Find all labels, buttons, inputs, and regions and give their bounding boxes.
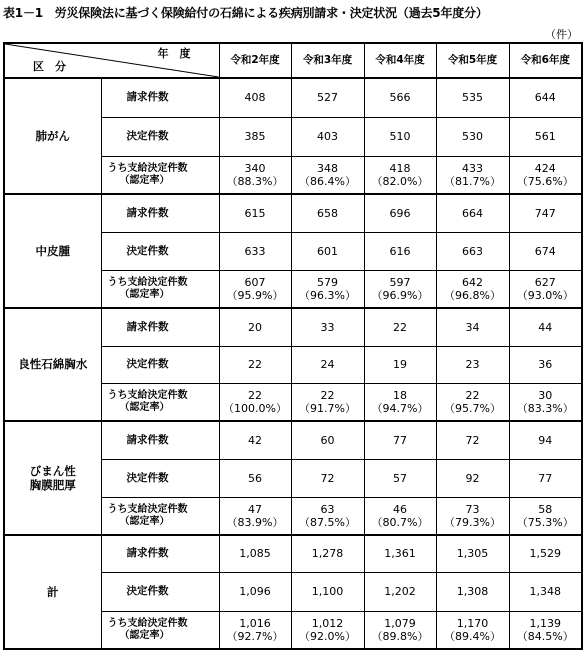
cell-value: 579 [317,275,338,289]
year-header: 令和2年度 [219,43,291,78]
row-label-decisions: 決定件数 [101,347,219,384]
category-label: 計 [4,535,101,649]
cell-claims: 77 [364,421,436,460]
cell-value: 18 [393,388,407,402]
cell-paid [219,612,291,650]
cell-claims: 615 [219,194,291,233]
row-label-line: （認定率） [119,516,170,527]
cell-claims: 60 [291,421,364,460]
cell-decisions: 36 [509,347,582,384]
cell-claims: 44 [509,308,582,347]
cell-rate: （88.3%） [226,175,284,188]
cell-paid [364,271,436,309]
asbestos-claims-table [3,42,583,650]
cell-value: 1,079 [384,616,416,630]
cell-claims: 535 [436,78,509,118]
cell-claims: 1,278 [291,535,364,573]
cell-rate: （95.9%） [226,289,284,302]
cell-paid [364,157,436,195]
cell-rate: （91.7%） [299,402,356,415]
cell-paid [291,271,364,309]
cell-rate: （95.7%） [444,402,501,415]
cell-claims: 527 [291,78,364,118]
cell-decisions: 19 [364,347,436,384]
row-label-line: うち支給決定件数 [107,163,188,174]
cell-value: 597 [389,275,411,289]
cell-claims: 408 [219,78,291,118]
category-label: 中皮腫 [4,194,101,308]
cell-claims: 1,305 [436,535,509,573]
cell-value: 63 [320,502,335,516]
cell-decisions: 1,096 [219,573,291,612]
cell-value: 424 [534,161,556,175]
row-label-line: うち支給決定件数 [107,277,188,288]
cell-paid [436,384,509,422]
cell-value: 607 [244,275,266,289]
cell-decisions: 674 [509,233,582,271]
row-label-claims: 請求件数 [101,78,219,118]
row-label-line: （認定率） [119,402,170,413]
cell-paid [364,498,436,536]
cell-paid [509,157,582,195]
cell-rate: （92.0%） [299,630,356,643]
table-row [4,78,582,118]
cell-rate: （92.7%） [226,630,284,643]
cell-paid [291,612,364,650]
cell-decisions: 24 [291,347,364,384]
cell-decisions: 92 [436,460,509,498]
cell-rate: （86.4%） [299,175,356,188]
cell-paid [436,271,509,309]
cell-paid [219,384,291,422]
unit-label: （件） [545,28,578,41]
cell-claims: 72 [436,421,509,460]
cell-claims: 33 [291,308,364,347]
header-nendo: 年 度 [157,47,191,60]
row-label-decisions: 決定件数 [101,460,219,498]
cell-decisions: 1,202 [364,573,436,612]
row-label-claims: 請求件数 [101,194,219,233]
cell-decisions: 403 [291,118,364,157]
row-label-line: （認定率） [119,630,170,641]
cell-value: 348 [317,161,338,175]
cell-rate: （96.3%） [299,289,356,302]
row-label-paid [101,498,219,536]
cell-value: 433 [462,161,483,175]
header-row [4,43,582,78]
cell-rate: （75.6%） [516,175,574,188]
cell-claims: 747 [509,194,582,233]
cell-claims: 1,361 [364,535,436,573]
header-kubun: 区 分 [33,60,66,74]
cell-paid [219,157,291,195]
cell-value: 73 [465,502,480,516]
row-label-decisions: 決定件数 [101,118,219,157]
cell-rate: （89.8%） [371,630,429,643]
cell-value: 30 [538,388,553,402]
row-label-claims: 請求件数 [101,535,219,573]
cell-decisions: 1,348 [509,573,582,612]
cell-paid [436,612,509,650]
cell-claims: 20 [219,308,291,347]
category-label: 肺がん [4,78,101,194]
cell-decisions: 530 [436,118,509,157]
cell-paid [291,384,364,422]
category-label-line: びまん性 [29,463,76,478]
cell-rate: （83.3%） [516,402,574,415]
cell-claims: 664 [436,194,509,233]
row-label-line: うち支給決定件数 [107,504,188,515]
cell-rate: （96.9%） [371,289,429,302]
header-corner [4,43,219,78]
cell-paid [509,384,582,422]
cell-value: 1,170 [456,616,489,630]
cell-decisions: 72 [291,460,364,498]
cell-paid [436,498,509,536]
cell-decisions: 1,308 [436,573,509,612]
cell-decisions: 57 [364,460,436,498]
row-label-line: うち支給決定件数 [107,390,188,401]
cell-value: 1,012 [311,616,344,630]
cell-decisions: 23 [436,347,509,384]
row-label-line: （認定率） [119,175,170,186]
row-label-paid [101,612,219,650]
row-label-decisions: 決定件数 [101,573,219,612]
table-row [4,308,582,347]
cell-claims: 1,529 [509,535,582,573]
cell-value: 58 [538,502,553,516]
category-label-line: 胸膜肥厚 [29,478,76,492]
row-label-decisions: 決定件数 [101,233,219,271]
cell-decisions: 385 [219,118,291,157]
cell-claims: 696 [364,194,436,233]
cell-rate: （84.5%） [516,630,574,643]
table-title: 表1－1 労災保険法に基づく保険給付の石綿による疾病別請求・決定状況（過去5年度分） [3,6,488,20]
cell-decisions: 77 [509,460,582,498]
cell-rate: （100.0%） [223,402,287,415]
cell-paid [219,271,291,309]
cell-claims: 566 [364,78,436,118]
cell-rate: （83.9%） [226,516,284,529]
cell-paid [509,612,582,650]
cell-claims: 658 [291,194,364,233]
row-label-line: うち支給決定件数 [107,618,188,629]
cell-claims: 34 [436,308,509,347]
table-row [4,535,582,573]
cell-paid [364,612,436,650]
cell-claims: 94 [509,421,582,460]
year-header: 令和4年度 [364,43,436,78]
cell-paid [509,271,582,309]
cell-value: 22 [320,388,335,402]
cell-rate: （96.8%） [444,289,501,302]
row-label-paid [101,384,219,422]
cell-rate: （79.3%） [444,516,501,529]
cell-rate: （94.7%） [371,402,429,415]
cell-paid [364,384,436,422]
cell-paid [291,157,364,195]
cell-decisions: 510 [364,118,436,157]
cell-value: 627 [534,275,556,289]
cell-value: 642 [462,275,483,289]
cell-decisions: 56 [219,460,291,498]
cell-decisions: 1,100 [291,573,364,612]
cell-decisions: 663 [436,233,509,271]
cell-claims: 42 [219,421,291,460]
cell-decisions: 601 [291,233,364,271]
cell-rate: （87.5%） [299,516,356,529]
row-label-line: （認定率） [119,289,170,300]
cell-decisions: 22 [219,347,291,384]
cell-rate: （93.0%） [516,289,574,302]
cell-rate: （80.7%） [371,516,429,529]
cell-value: 1,139 [529,616,561,630]
cell-rate: （75.3%） [516,516,574,529]
year-header: 令和3年度 [291,43,364,78]
table-row [4,421,582,460]
cell-value: 46 [393,502,407,516]
cell-claims: 644 [509,78,582,118]
row-label-claims: 請求件数 [101,308,219,347]
cell-rate: （81.7%） [444,175,501,188]
cell-rate: （82.0%） [371,175,429,188]
row-label-paid [101,157,219,195]
cell-paid [436,157,509,195]
category-label: 良性石綿胸水 [4,308,101,421]
cell-value: 1,016 [239,616,271,630]
table-row [4,194,582,233]
cell-claims: 22 [364,308,436,347]
year-header: 令和6年度 [509,43,582,78]
cell-paid [509,498,582,536]
cell-paid [219,498,291,536]
cell-value: 340 [244,161,266,175]
cell-decisions: 561 [509,118,582,157]
row-label-claims: 請求件数 [101,421,219,460]
row-label-paid [101,271,219,309]
cell-claims: 1,085 [219,535,291,573]
cell-paid [291,498,364,536]
cell-decisions: 616 [364,233,436,271]
cell-value: 418 [389,161,411,175]
cell-decisions: 633 [219,233,291,271]
cell-value: 22 [465,388,480,402]
cell-rate: （89.4%） [444,630,501,643]
cell-value: 22 [248,388,262,402]
category-label [4,421,101,535]
cell-value: 47 [248,502,262,516]
year-header: 令和5年度 [436,43,509,78]
